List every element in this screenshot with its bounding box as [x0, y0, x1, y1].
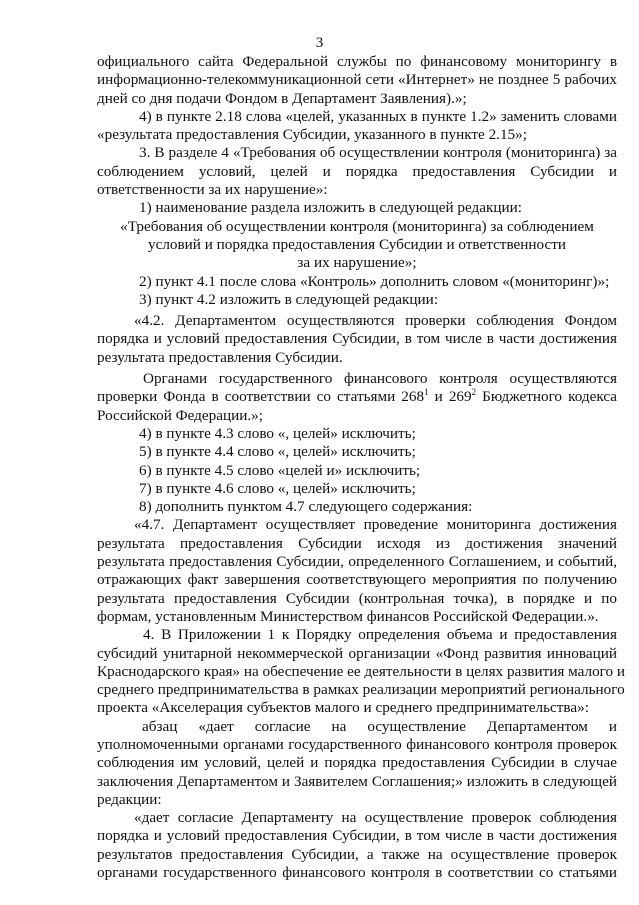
text-line: «4.2. Департаментом осуществляются проверки соблюдения Фондом	[134, 312, 617, 330]
text-line: соблюдения им условий, целей и порядка предоставления Субсидии в случае	[97, 754, 617, 772]
text-line: порядка и условий предоставления Субсидии, в том числе в части достижения	[97, 827, 617, 845]
text-line: Краснодарского края» на обеспечение ее деятельности в целях развития малого и	[97, 662, 626, 680]
text-line: Российской Федерации.»;	[97, 406, 263, 424]
section-heading-line: за их нарушение»;	[297, 254, 417, 272]
text-line: информационно-телекоммуникационной сети «Интернет» не позднее 5 рабочих	[97, 71, 617, 89]
text-line: формам, установленным Министерством финансов Российской Федерации.».	[97, 607, 599, 625]
text-line: результата предоставления Субсидии (контрольная точка), в порядке и по	[97, 589, 617, 607]
text-line: редакции:	[97, 790, 162, 808]
text-line: абзац «дает согласие на осуществление Департаментом и	[142, 717, 617, 735]
text-line: субсидий унитарной некоммерческой организации «Фонд развития инноваций	[97, 644, 617, 662]
text-fragment: Бюджетного кодекса	[476, 388, 617, 406]
text-line: 4. В Приложении 1 к Порядку определения объема и предоставления	[143, 626, 617, 644]
text-line: 7) в пункте 4.6 слово «, целей» исключить;	[139, 479, 416, 497]
text-line: официального сайта Федеральной службы по финансовому мониторингу в	[97, 53, 617, 70]
text-line: проекта «Акселерация субъектов малого и среднего предпринимательства»:	[97, 699, 589, 717]
text-line: 4) в пункте 2.18 слова «целей, указанных в пункте 1.2» заменить словами	[139, 107, 617, 125]
text-line: результата предоставления Субсидии, определенного Соглашением, и событий,	[97, 553, 617, 571]
text-line: 6) в пункте 4.5 слово «целей и» исключить;	[139, 461, 421, 479]
section-heading-line: «Требования об осуществлении контроля (мониторинга) за соблюдением	[120, 217, 594, 235]
text-line: 2) пункт 4.1 после слова «Контроль» дополнить словом «(мониторинг)»;	[139, 272, 610, 290]
text-line: заключения Департаментом и Заявителем Соглашения;» изложить в следующей	[97, 772, 617, 790]
text-fragment: и 269	[428, 388, 472, 406]
superscript: 1	[424, 387, 429, 398]
text-line: «дает согласие Департаменту на осуществление проверок соблюдения	[134, 809, 617, 827]
text-line: органами государственного финансового контроля в соответствии со статьями	[97, 864, 617, 882]
text-line: ответственности за их нарушение»:	[97, 181, 328, 199]
text-line: соблюдением условий, целей и порядка предоставления Субсидии и	[97, 162, 617, 180]
section-heading-line: условий и порядка предоставления Субсидии и ответственности	[147, 235, 567, 253]
text-line: 4) в пункте 4.3 слово «, целей» исключить;	[139, 424, 416, 442]
text-line: результатов предоставления Субсидии, а также на осуществление проверок	[97, 845, 617, 863]
page-number: 3	[315, 35, 324, 51]
text-fragment: проверки Фонда в соответствии со статьями 268	[97, 388, 425, 406]
text-line: порядка и условий предоставления Субсидии, в том числе в части достижения	[97, 330, 617, 348]
text-line: «результата предоставления Субсидии, указанного в пункте 2.15»;	[97, 126, 527, 144]
text-line: 8) дополнить пунктом 4.7 следующего содержания:	[139, 498, 473, 516]
text-line: Органами государственного финансового контроля осуществляются	[143, 370, 617, 388]
text-line: уполномоченными органами государственного финансового контроля проверок	[97, 735, 617, 753]
text-line: 1) наименование раздела изложить в следующей редакции:	[139, 199, 523, 217]
text-line: 5) в пункте 4.4 слово «, целей» исключить;	[139, 443, 416, 461]
text-line-budget-code	[97, 388, 617, 406]
text-line: отражающих факт завершения соответствующего мероприятия по получению	[97, 571, 617, 589]
superscript: 2	[471, 387, 477, 398]
document-body	[97, 53, 626, 882]
text-line: среднего предпринимательства в рамках реализации мероприятий регионального	[97, 681, 625, 699]
text-line: дней со дня подачи Фондом в Департамент Заявления).»;	[97, 89, 467, 107]
text-line: «4.7. Департамент осуществляет проведение мониторинга достижения	[134, 516, 617, 534]
text-line: результата предоставления Субсидии исходя из достижения значений	[97, 534, 617, 552]
text-line: 3. В разделе 4 «Требования об осуществлении контроля (мониторинга) за	[139, 144, 617, 162]
text-line: результата предоставления Субсидии.	[97, 348, 343, 366]
text-line: 3) пункт 4.2 изложить в следующей редакции:	[139, 290, 439, 308]
